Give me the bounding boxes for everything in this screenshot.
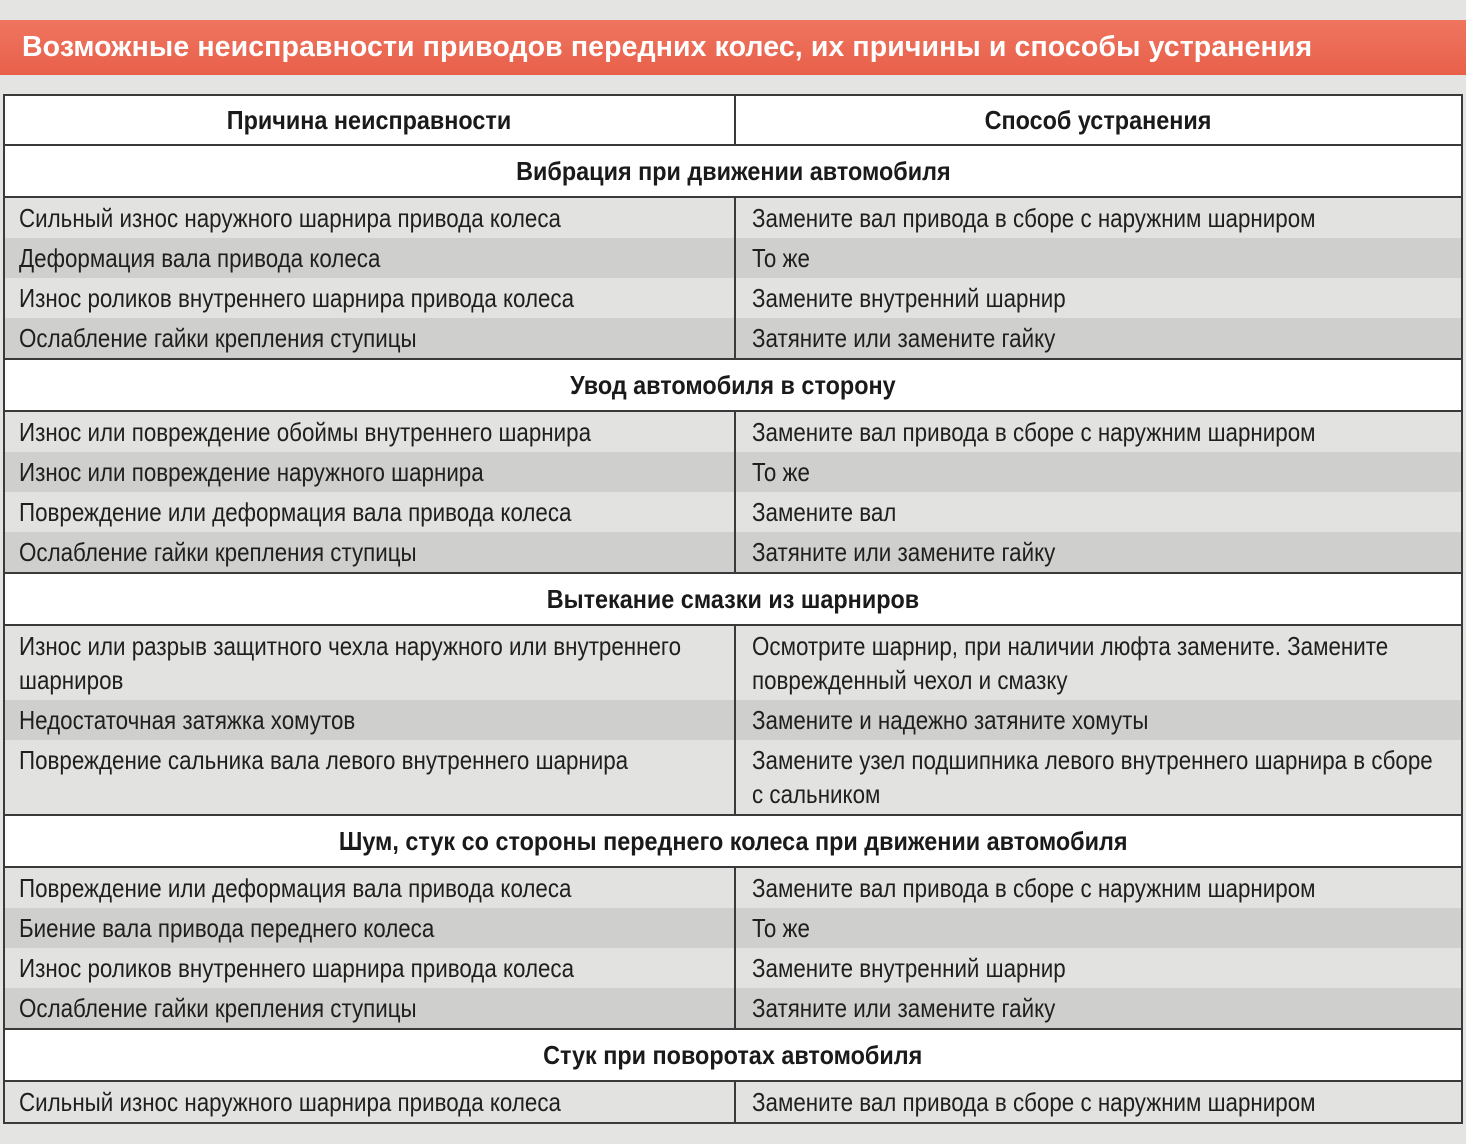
section-header-row (4, 815, 1462, 867)
remedy-cell: Замените вал привода в сборе с наружним шарниром (735, 411, 1462, 452)
cause-cell: Ослабление гайки крепления ступицы (4, 532, 735, 573)
table-row (4, 278, 1462, 318)
page-title: Возможные неисправности приводов передних колес, их причины и способы устранения (22, 31, 1313, 63)
remedy-cell: Затяните или замените гайку (735, 988, 1462, 1029)
table-row (4, 988, 1462, 1029)
cause-cell: Деформация вала привода колеса (4, 238, 735, 278)
remedy-cell: То же (735, 908, 1462, 948)
cause-cell: Ослабление гайки крепления ступицы (4, 318, 735, 359)
table-row (4, 625, 1462, 700)
remedy-cell: То же (735, 452, 1462, 492)
remedy-cell: Замените и надежно затяните хомуты (735, 700, 1462, 740)
cause-cell: Биение вала привода переднего колеса (4, 908, 735, 948)
remedy-cell: Замените вал привода в сборе с наружним шарниром (735, 867, 1462, 908)
table-row (4, 948, 1462, 988)
remedy-cell: Замените вал (735, 492, 1462, 532)
remedy-cell: Замените вал привода в сборе с наружним шарниром (735, 1081, 1462, 1123)
section-header-row (4, 145, 1462, 197)
cause-cell: Повреждение сальника вала левого внутреннего шарнира (4, 740, 735, 815)
cause-cell: Износ или повреждение наружного шарнира (4, 452, 735, 492)
table-row (4, 867, 1462, 908)
remedy-cell: Осмотрите шарнир, при наличии люфта замените. Замените поврежденный чехол и смазку (735, 625, 1462, 700)
remedy-cell: Замените внутренний шарнир (735, 948, 1462, 988)
table-row (4, 532, 1462, 573)
cause-cell: Недостаточная затяжка хомутов (4, 700, 735, 740)
title-banner (0, 20, 1466, 75)
section-header-row (4, 1029, 1462, 1081)
cause-cell: Ослабление гайки крепления ступицы (4, 988, 735, 1029)
cause-cell: Износ или повреждение обоймы внутреннего шарнира (4, 411, 735, 452)
section-title: Вытекание смазки из шарниров (4, 573, 1462, 625)
table-row (4, 1081, 1462, 1123)
remedy-cell: Замените внутренний шарнир (735, 278, 1462, 318)
section-title: Увод автомобиля в сторону (4, 359, 1462, 411)
remedy-cell: Затяните или замените гайку (735, 318, 1462, 359)
cause-cell: Повреждение или деформация вала привода колеса (4, 492, 735, 532)
cause-cell: Повреждение или деформация вала привода колеса (4, 867, 735, 908)
header-cause: Причина неисправности (4, 95, 735, 145)
cause-cell: Износ роликов внутреннего шарнира привода колеса (4, 948, 735, 988)
section-title: Шум, стук со стороны переднего колеса при движении автомобиля (4, 815, 1462, 867)
cause-cell: Сильный износ наружного шарнира привода колеса (4, 197, 735, 238)
table-row (4, 740, 1462, 815)
section-header-row (4, 573, 1462, 625)
cause-cell: Сильный износ наружного шарнира привода колеса (4, 1081, 735, 1123)
table-row (4, 238, 1462, 278)
table-row (4, 452, 1462, 492)
faults-table (3, 94, 1463, 1124)
section-title: Вибрация при движении автомобиля (4, 145, 1462, 197)
table-row (4, 318, 1462, 359)
table-row (4, 197, 1462, 238)
remedy-cell: То же (735, 238, 1462, 278)
header-remedy: Способ устранения (735, 95, 1462, 145)
cause-cell: Износ роликов внутреннего шарнира привода колеса (4, 278, 735, 318)
cause-cell: Износ или разрыв защитного чехла наружного или внутреннего шарниров (4, 625, 735, 700)
table-row (4, 700, 1462, 740)
remedy-cell: Замените вал привода в сборе с наружним шарниром (735, 197, 1462, 238)
section-header-row (4, 359, 1462, 411)
table-header-row (4, 95, 1462, 145)
table-row (4, 411, 1462, 452)
table-row (4, 908, 1462, 948)
table-body (4, 145, 1462, 1123)
remedy-cell: Замените узел подшипника левого внутреннего шарнира в сборе с сальником (735, 740, 1462, 815)
section-title: Стук при поворотах автомобиля (4, 1029, 1462, 1081)
remedy-cell: Затяните или замените гайку (735, 532, 1462, 573)
table-row (4, 492, 1462, 532)
